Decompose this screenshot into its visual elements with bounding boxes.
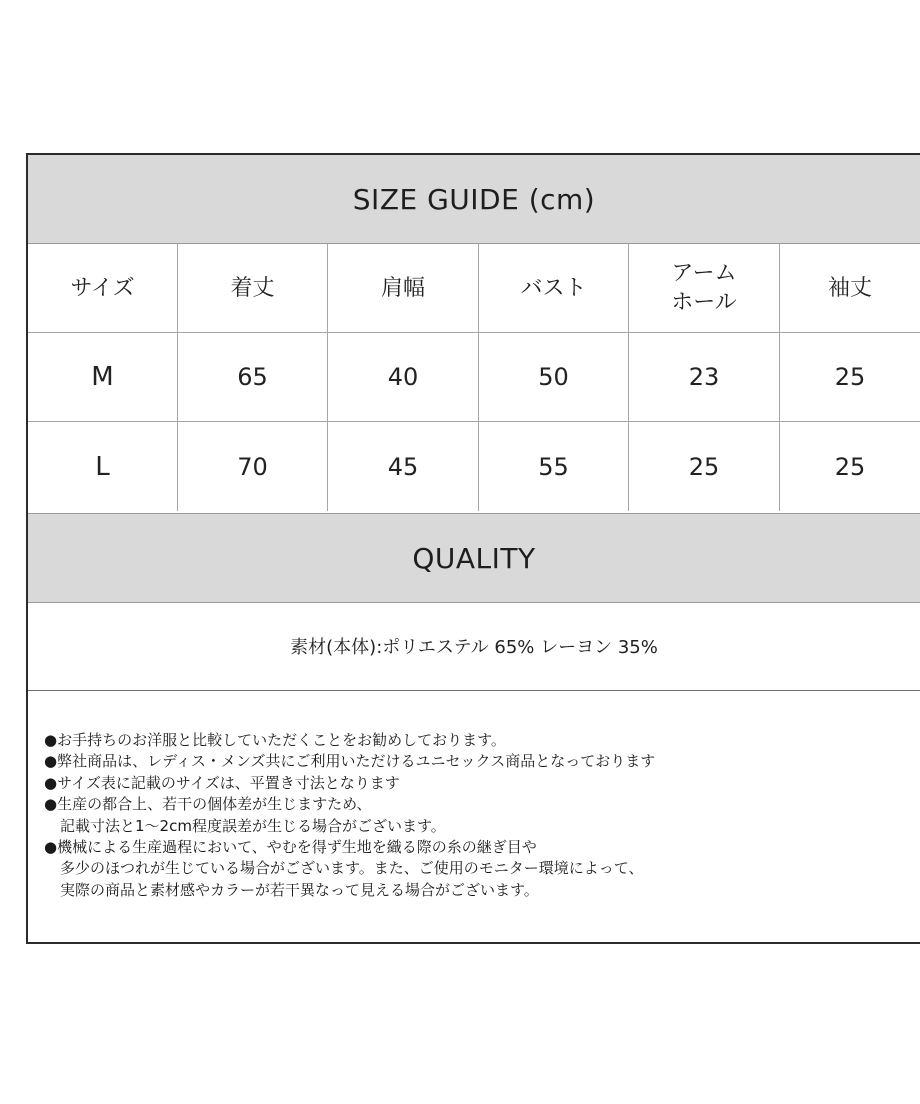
row-l-bust: 55 xyxy=(479,422,629,511)
note-line: ●お手持ちのお洋服と比較していただくことをお勧めしております。 xyxy=(44,731,506,749)
header-size: サイズ xyxy=(28,244,178,333)
header-bust: バスト xyxy=(479,244,629,333)
row-l-shoulder: 45 xyxy=(328,422,479,511)
row-m-bust: 50 xyxy=(479,333,629,422)
header-shoulder: 肩幅 xyxy=(328,244,479,333)
size-guide-title: SIZE GUIDE (cm) xyxy=(28,155,920,244)
header-length: 着丈 xyxy=(178,244,328,333)
header-sleeve: 袖丈 xyxy=(780,244,920,333)
header-armhole xyxy=(629,244,780,333)
row-m-shoulder: 40 xyxy=(328,333,479,422)
size-table xyxy=(28,244,920,511)
row-m-armhole: 23 xyxy=(629,333,780,422)
row-l-size: L xyxy=(28,422,178,511)
note-line: 多少のほつれが生じている場合がございます。また、ご使用のモニター環境によって、 xyxy=(60,859,644,878)
row-l-length: 70 xyxy=(178,422,328,511)
notes-list xyxy=(44,730,655,901)
note-line: ●サイズ表に記載のサイズは、平置き寸法となります xyxy=(44,773,400,792)
material-composition: 素材(本体):ポリエステル 65% レーヨン 35% xyxy=(28,602,920,691)
row-m-size: M xyxy=(28,333,178,422)
row-m-sleeve: 25 xyxy=(780,333,920,422)
note-line: ●生産の都合上、若干の個体差が生じますため、 xyxy=(44,795,372,814)
row-l-sleeve: 25 xyxy=(780,422,920,511)
note-line: ●弊社商品は、レディス・メンズ共にご利用いただけるユニセックス商品となっております xyxy=(44,752,656,771)
note-line: 実際の商品と素材感やカラーが若干異なって見える場合がございます。 xyxy=(60,880,539,899)
quality-title: QUALITY xyxy=(28,513,920,603)
header-armhole-label: アーム ホール xyxy=(671,261,737,315)
row-m-length: 65 xyxy=(178,333,328,422)
size-guide-panel xyxy=(26,153,920,944)
row-l-armhole: 25 xyxy=(629,422,780,511)
note-line: 記載寸法と1～2cm程度誤差が生じる場合がございます。 xyxy=(60,816,446,835)
note-line: ●機械による生産過程において、やむを得ず生地を織る際の糸の継ぎ目や xyxy=(44,838,537,857)
